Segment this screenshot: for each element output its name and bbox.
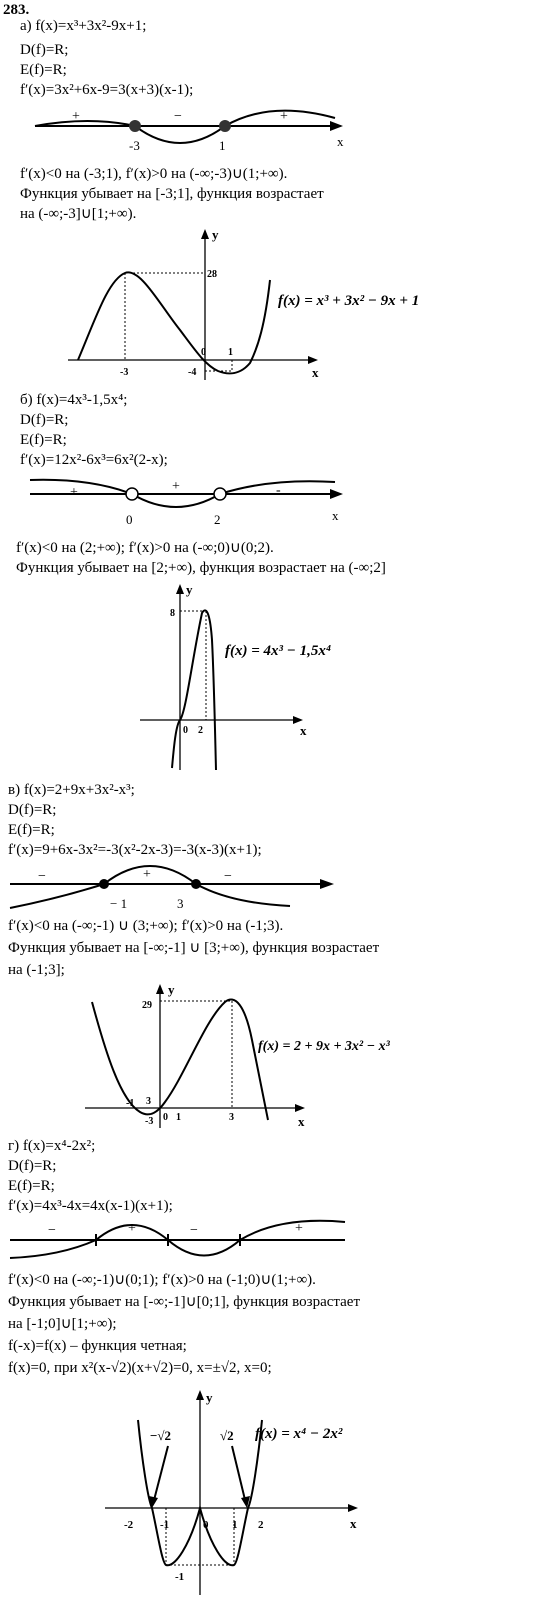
part-g-text-4: f(-x)=f(x) – функция четная;	[8, 1338, 187, 1354]
part-b-line-4: f′(x)=12x²-6x³=6x²(2-x);	[20, 452, 168, 468]
graph-b-curve	[172, 610, 216, 770]
graph-b	[0, 580, 550, 770]
sign-chart-v	[0, 858, 550, 918]
graph-v	[0, 980, 550, 1130]
part-a-text-3: на (-∞;-3]∪[1;+∞).	[20, 206, 137, 222]
part-v-text-1: f′(x)<0 на (-∞;-1) ∪ (3;+∞); f′(x)>0 на (-1;3).	[8, 918, 284, 934]
sign-v-2: +	[143, 867, 151, 882]
point-v-2: 3	[177, 896, 184, 911]
sign-b-3: -	[276, 483, 281, 498]
graph-a-x: x	[312, 365, 319, 380]
part-v-text-2: Функция убывает на [-∞;-1] ∪ [3;+∞), функция возрастает	[8, 940, 380, 956]
graph-a-tick-5: -4	[188, 367, 197, 378]
part-v-line-2: D(f)=R;	[8, 802, 57, 818]
graph-b-tick-1: 8	[170, 608, 175, 619]
graph-g-tick-4: 1	[232, 1519, 238, 1531]
part-v-line-4: f′(x)=9+6x-3x²=-3(x²-2x-3)=-3(x-3)(x+1);	[8, 842, 262, 858]
part-b-line-1: б) f(x)=4x³-1,5x⁴;	[20, 392, 128, 408]
part-g-text-1: f′(x)<0 на (-∞;-1)∪(0;1); f′(x)>0 на (-1;0)∪(1;+∞).	[8, 1272, 316, 1288]
graph-g-tick-6: -1	[175, 1571, 185, 1583]
sign-g-2: +	[128, 1221, 136, 1236]
part-g-text-5: f(x)=0, при x²(x-√2)(x+√2)=0, x=±√2, x=0;	[8, 1360, 272, 1376]
graph-b-tick-3: 2	[198, 725, 203, 736]
graph-g-arrow-label-2: √2	[220, 1428, 234, 1443]
graph-v-tick-5: 1	[176, 1112, 181, 1123]
graph-v-tick-1: 29	[142, 1000, 152, 1011]
part-a-line-1: а) f(x)=x³+3x²-9x+1;	[20, 18, 147, 34]
graph-a-y: y	[212, 227, 219, 242]
graph-g-x: x	[350, 1516, 357, 1531]
point-a-2: 1	[219, 138, 226, 153]
sign-a-3: +	[280, 109, 288, 124]
critical-point-a2	[219, 120, 231, 132]
graph-g-tick-5: 2	[258, 1519, 264, 1531]
part-a-line-3: E(f)=R;	[20, 62, 67, 78]
graph-v-tick-4: 0	[163, 1112, 168, 1123]
graph-g-formula: f(x) = x⁴ − 2x²	[255, 1426, 343, 1442]
sign-chart-g	[0, 1216, 550, 1276]
graph-a-tick-4: 28	[207, 269, 217, 280]
arrow-head-a	[330, 121, 343, 131]
graph-v-tick-6: 3	[229, 1112, 234, 1123]
graph-v-tick-7: -3	[145, 1116, 154, 1127]
point-b-1: 0	[126, 512, 133, 527]
sign-b-1: +	[70, 485, 78, 500]
part-b-line-2: D(f)=R;	[20, 412, 69, 428]
point-a-1: -3	[129, 138, 140, 153]
sign-chart-a	[0, 100, 550, 160]
graph-v-curve	[92, 1000, 268, 1120]
part-a-text-2: Функция убывает на [-3;1], функция возрастает	[20, 186, 324, 202]
part-a-line-2: D(f)=R;	[20, 42, 69, 58]
part-g-line-4: f′(x)=4x³-4x=4x(x-1)(x+1);	[8, 1198, 173, 1214]
graph-g-tick-2: -1	[160, 1519, 170, 1531]
part-b-text-2: Функция убывает на [2;+∞), функция возрастает на (-∞;2]	[16, 560, 386, 576]
part-g-line-1: г) f(x)=x⁴-2x²;	[8, 1138, 96, 1154]
graph-a-formula: f(x) = x³ + 3x² − 9x + 1	[278, 293, 420, 309]
axis-b-x: x	[332, 508, 339, 523]
graph-v-x: x	[298, 1114, 305, 1129]
part-g-text-2: Функция убывает на [-∞;-1]∪[0;1], функция возрастает	[8, 1294, 360, 1310]
part-b-text-1: f′(x)<0 на (2;+∞); f′(x)>0 на (-∞;0)∪(0;2).	[16, 540, 274, 556]
part-g-text-3: на [-1;0]∪[1;+∞);	[8, 1316, 117, 1332]
sign-g-4: +	[295, 1221, 303, 1236]
sign-b-2: +	[172, 479, 180, 494]
sign-v-3: −	[224, 869, 232, 884]
graph-a-tick-1: -3	[120, 367, 129, 378]
graph-g-arrow-label-1: −√2	[150, 1428, 172, 1443]
graph-v-tick-2: 3	[146, 1096, 151, 1107]
point-v-1: − 1	[110, 896, 128, 911]
part-a-line-4: f′(x)=3x²+6x-9=3(x+3)(x-1);	[20, 82, 194, 98]
problem-number: 283.	[3, 2, 30, 18]
graph-v-formula: f(x) = 2 + 9x + 3x² − x³	[258, 1039, 390, 1054]
graph-a	[0, 225, 550, 385]
part-v-line-3: E(f)=R;	[8, 822, 55, 838]
graph-v-y: y	[168, 982, 175, 997]
sign-g-3: −	[190, 1223, 198, 1238]
graph-g-tick-3: 0	[203, 1519, 209, 1531]
graph-a-curve	[78, 272, 270, 373]
part-v-line-1: в) f(x)=2+9x+3x²-x³;	[8, 782, 135, 798]
sign-a-2: −	[174, 109, 182, 124]
part-a-text-1: f′(x)<0 на (-3;1), f′(x)>0 на (-∞;-3)∪(1;+∞).	[20, 166, 288, 182]
graph-b-tick-2: 0	[183, 725, 188, 736]
graph-a-tick-3: 1	[228, 347, 233, 358]
graph-g-tick-1: -2	[124, 1519, 134, 1531]
axis-a-x: x	[337, 134, 344, 149]
graph-a-tick-2: 0	[201, 347, 206, 358]
part-g-line-3: E(f)=R;	[8, 1178, 55, 1194]
part-v-text-3: на (-1;3];	[8, 962, 65, 978]
graph-b-formula: f(x) = 4x³ − 1,5x⁴	[225, 643, 332, 659]
sign-v-1: −	[38, 869, 46, 884]
graph-g-y: y	[206, 1390, 213, 1405]
sign-chart-b	[0, 468, 550, 528]
part-g-line-2: D(f)=R;	[8, 1158, 57, 1174]
graph-b-y: y	[186, 582, 193, 597]
sign-g-1: −	[48, 1223, 56, 1238]
critical-point-a1	[129, 120, 141, 132]
graph-b-x: x	[300, 723, 307, 738]
graph-v-tick-3: -1	[126, 1098, 135, 1109]
part-b-line-3: E(f)=R;	[20, 432, 67, 448]
point-b-2: 2	[214, 512, 221, 527]
sign-a-1: +	[72, 109, 80, 124]
graph-g	[0, 1380, 550, 1600]
